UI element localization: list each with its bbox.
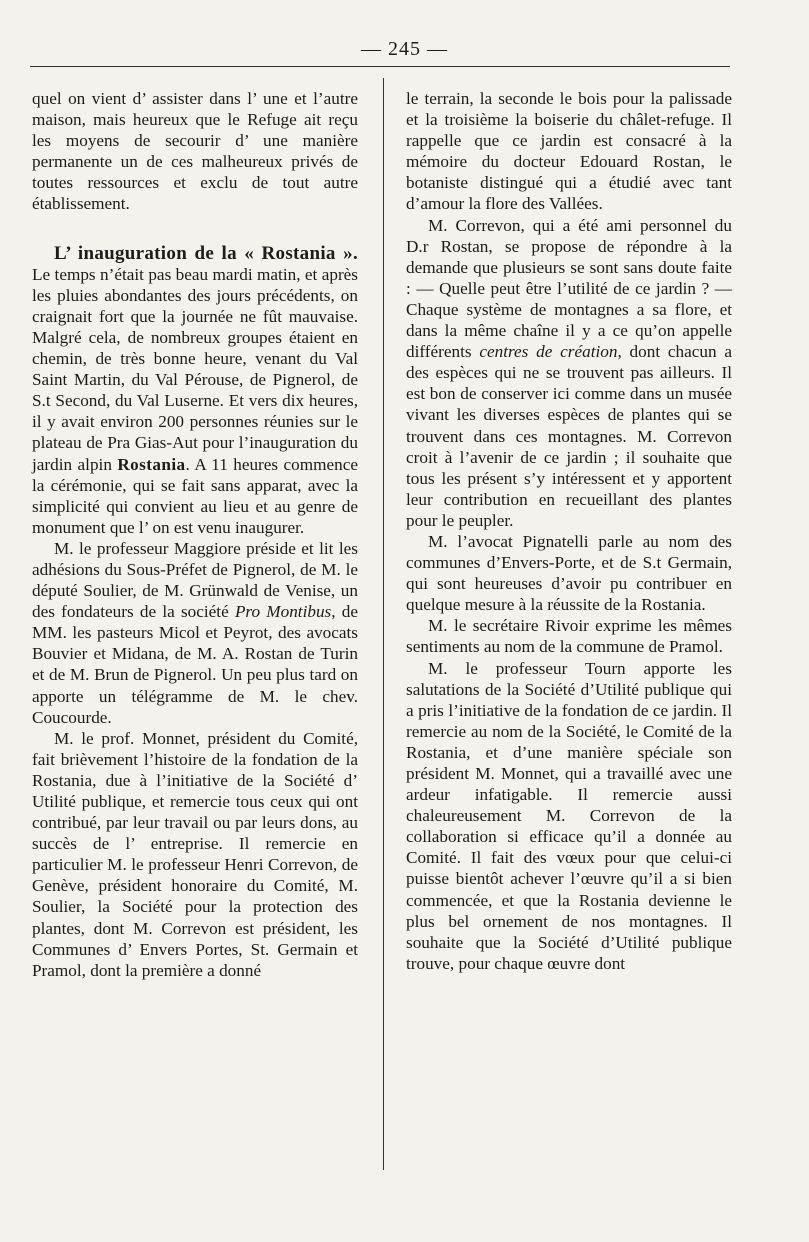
text-run: , dont chacun a des espèces qui ne se trouvent pas ailleurs. Il est bon de conserver ici comme dans un musée vivant les diverses espèces de plantes qui se trouvent dans ces montagnes. M. Correvon croit à l’avenir de ce jardin ; il souhaite que tous les présent s’y intéressent et y apportent leur contribution en recueillant des plantes pour le peupler.: [406, 342, 732, 530]
italic-run: Pro Montibus: [234, 602, 332, 622]
left-column: [32, 88, 358, 981]
text-run: Le temps n’était pas beau mardi matin, et après les pluies abondantes des jours précédents, on craignait fort que la journée ne fût mauvaise. Malgré cela, de nombreux groupes étaient en chemin, de très bonne heure, venant du Val Saint Martin, du Val Pérouse, de Pignerol, de S.t Second, du Val Luserne. Et vers dix heures, il y avait environ 200 personnes réunies sur le plateau de Pra Gias-Aut pour l’inauguration du jardin alpin: [32, 264, 358, 474]
section-heading: L’ inauguration de la « Rostania ».: [54, 242, 358, 264]
paragraph: le terrain, la seconde le bois pour la palissade et la troisième la boiserie du châlet-refuge. Il rappelle que ce jardin est consacré à la mémoire du docteur Edouard Rostan, le botaniste distingué qui a étudié avec tant d’amour la flore des Vallées.: [406, 89, 732, 214]
right-column: [406, 88, 732, 974]
text-run: M. le professeur Maggiore préside et lit les adhésions du Sous-Préfet de Pignerol, de M. le député Soulier, de M. Grünwald de Venise, un des fondateurs de la société: [32, 538, 358, 622]
paragraph: [32, 538, 358, 728]
text-run: M. Correvon, qui a été ami personnel du D.r Rostan, se propose de répondre à la demande que plusieurs se sont sans doute faite : — Quelle peut être l’utilité de ce jardin ? — Chaque système de montagnes a sa flore, et dans la même chaîne il y a ce qu’on appelle différents: [406, 215, 732, 362]
text-run: , de MM. les pasteurs Micol et Peyrot, des avocats Bouvier et Midana, de M. A. Rostan de Turin et de M. Brun de Pignerol. Un peu plus tard on apporte un télégramme de M. le chev. Coucourde.: [32, 602, 358, 727]
paragraph: M. l’avocat Pignatelli parle au nom des communes d’Envers-Porte, et de S.t Germain, qui sont heureuses d’avoir pu contribuer en quelque mesure à la réussite de la Rostania.: [406, 531, 732, 615]
paragraph: M. le secrétaire Rivoir exprime les mêmes sentiments au nom de la commune de Pramol.: [406, 616, 732, 657]
italic-run: centres de création: [479, 342, 618, 362]
bold-run: Rostania: [117, 454, 186, 474]
column-rule: [383, 78, 384, 1170]
page-number: — 245 —: [361, 38, 448, 60]
text-run: . A 11 heures commence la cérémonie, qui se fait sans apparat, avec la simplicité qui convient au lieu et au genre de monument que l’ on est venu inaugurer.: [32, 454, 358, 537]
paragraph: [406, 215, 732, 531]
paragraph: quel on vient d’ assister dans l’ une et l’autre maison, mais heureux que le Refuge ait reçu les moyens de secourir d’ une manière permanente un de ces malheureux privés de toutes ressources et exclu de tout autre établissement.: [32, 89, 358, 214]
header-rule: [30, 66, 730, 67]
paragraph: M. le professeur Tourn apporte les salutations de la Société d’Utilité publique qui a pris l’initiative de la fondation de ce jardin. Il remercie au nom de la Société, le Comité de la Rostania, et d’une manière spéciale son président M. Monnet, qui a travaillé avec une ardeur infatigable. Il remercie aussi chaleureusement M. Correvon de la collaboration si efficace qu’il a donnée au Comité. Il fait des vœux pour que celui-ci puisse bientôt achever l’œuvre qu’il a si bien commencée, et que la Rostania devienne le plus bel ornement de nos montagnes. Il souhaite que la Société d’Utilité publique trouve, pour chaque œuvre dont: [406, 658, 732, 973]
paragraph: M. le prof. Monnet, président du Comité, fait brièvement l’histoire de la fondation de la Rostania, due à l’initiative de la Société d’ Utilité publique, et remercie tous ceux qui ont contribué, par leur travail ou par leurs dons, au succès de l’ entreprise. Il remercie en particulier M. le professeur Henri Correvon, de Genève, président honoraire du Comité, M. Soulier, la Société pour la protection des plantes, dont M. Correvon est président, les Communes d’ Envers Portes, St. Germain et Pramol, dont la première a donné: [32, 728, 358, 980]
paragraph-inauguration: [32, 243, 358, 538]
